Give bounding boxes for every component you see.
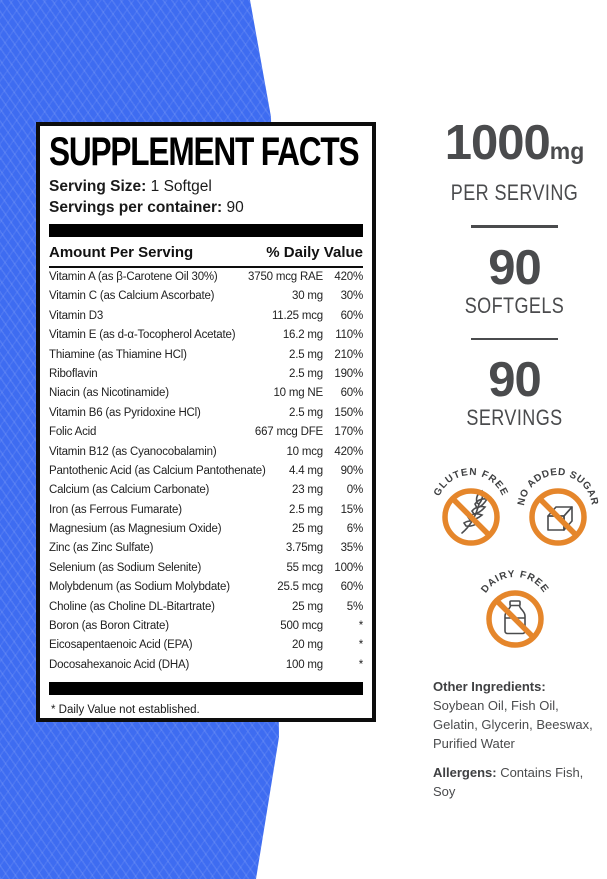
nutrient-amount: 2.5 mg xyxy=(289,406,323,419)
table-row xyxy=(49,523,363,542)
nutrient-daily-value: 110% xyxy=(335,329,363,342)
nutrient-daily-value: 100% xyxy=(334,561,363,574)
nutrient-amount: 2.5 mg xyxy=(289,348,323,361)
nutrient-daily-value: 15% xyxy=(340,503,363,516)
nutrient-daily-value: 150% xyxy=(334,406,363,419)
softgel-count-value: 90 xyxy=(488,240,541,295)
column-header-amount: Amount Per Serving xyxy=(49,244,194,261)
allergens-label: Allergens: xyxy=(433,765,497,780)
nutrient-daily-value: 60% xyxy=(340,387,363,400)
servings-per-container-value: 90 xyxy=(226,199,244,216)
wheat-icon xyxy=(429,457,513,553)
nutrient-name: Niacin (as Nicotinamide) xyxy=(49,387,169,400)
nutrient-name: Folic Acid xyxy=(49,426,97,439)
allergens xyxy=(433,763,596,801)
nutrient-daily-value: 420% xyxy=(334,445,363,458)
divider-bar-bottom xyxy=(49,682,363,695)
nutrient-daily-value: 90% xyxy=(340,464,363,477)
nutrient-daily-value: 60% xyxy=(340,581,363,594)
nutrient-rows xyxy=(49,268,363,678)
other-ingredients-value: Soybean Oil, Fish Oil, Gelatin, Glycerin, Beeswax, Purified Water xyxy=(433,698,593,751)
table-row xyxy=(49,484,363,503)
dietary-badges xyxy=(431,457,600,655)
nutrient-amount: 30 mg xyxy=(292,290,323,303)
daily-value-footnote: * Daily Value not established. xyxy=(51,704,200,717)
nutrient-amount: 11.25 mcg xyxy=(271,309,323,322)
nutrient-amount: 20 mg xyxy=(292,639,323,652)
nutrient-amount: 3750 mcg RAE xyxy=(248,271,323,283)
nutrient-name: Vitamin B12 (as Cyanocobalamin) xyxy=(49,445,217,458)
dairy-free-badge xyxy=(473,559,557,655)
nutrient-name: Calcium (as Calcium Carbonate) xyxy=(49,484,210,497)
table-row xyxy=(49,368,363,387)
table-row xyxy=(49,310,363,329)
nutrient-name: Thiamine (as Thiamine HCl) xyxy=(49,348,187,361)
nutrient-daily-value: * xyxy=(358,658,363,671)
servings-per-container-label: Servings per container: xyxy=(49,199,223,216)
nutrient-name: Choline (as Choline DL-Bitartrate) xyxy=(49,600,215,613)
dose-unit: mg xyxy=(549,138,585,164)
nutrient-name: Iron (as Ferrous Fumarate) xyxy=(49,503,182,516)
nutrient-daily-value: 0% xyxy=(346,484,363,497)
nutrient-daily-value: 190% xyxy=(334,367,363,380)
milk-bottle-icon xyxy=(473,559,557,655)
nutrient-name: Vitamin C (as Calcium Ascorbate) xyxy=(49,290,215,303)
nutrient-name: Selenium (as Sodium Selenite) xyxy=(49,561,202,574)
nutrient-name: Boron (as Boron Citrate) xyxy=(49,620,169,633)
nutrient-amount: 500 mcg xyxy=(280,620,323,633)
svg-text:DAIRY FREE: DAIRY FREE xyxy=(478,568,551,596)
nutrient-amount: 25.5 mcg xyxy=(277,581,323,594)
svg-text:NO ADDED SUGAR: NO ADDED SUGAR xyxy=(516,466,600,507)
nutrient-daily-value: 420% xyxy=(334,271,363,283)
table-row xyxy=(49,542,363,561)
panel-divider-2 xyxy=(471,338,558,341)
servings-count-value: 90 xyxy=(488,353,541,407)
svg-text:GLUTEN FREE: GLUTEN FREE xyxy=(431,466,511,499)
nutrient-amount: 2.5 mg xyxy=(289,367,323,380)
nutrient-amount: 10 mg NE xyxy=(273,387,323,400)
nutrient-amount: 100 mg xyxy=(285,658,323,671)
badge-row xyxy=(431,457,600,553)
nutrient-amount: 55 mcg xyxy=(286,561,323,574)
badge-row-2 xyxy=(433,559,596,655)
table-row xyxy=(49,426,363,445)
allergens-value: Contains Fish, Soy xyxy=(433,765,584,799)
table-row xyxy=(49,271,363,290)
table-row xyxy=(49,639,363,658)
table-row xyxy=(49,601,363,620)
servings-count-label: SERVINGS xyxy=(466,405,563,430)
dose-per-serving xyxy=(433,116,596,178)
nutrient-name: Vitamin A (as β-Carotene Oil 30%) xyxy=(49,271,218,283)
nutrient-daily-value: * xyxy=(358,620,363,633)
servings-per-container-line xyxy=(49,197,363,218)
nutrient-name: Zinc (as Zinc Sulfate) xyxy=(49,542,154,555)
softgel-count-label: SOFTGELS xyxy=(464,292,565,318)
label-title: SUPPLEMENT FACTS xyxy=(49,130,359,174)
serving-size-line xyxy=(49,176,363,197)
nutrient-amount: 16.2 mg xyxy=(282,329,323,342)
table-row xyxy=(49,465,363,484)
dose-value: 1000 xyxy=(444,116,550,170)
table-row xyxy=(49,659,363,678)
nutrient-name: Riboflavin xyxy=(49,367,98,380)
nutrient-daily-value: 210% xyxy=(334,348,363,361)
table-row xyxy=(49,387,363,406)
nutrient-name: Vitamin E (as d-α-Tocopherol Acetate) xyxy=(49,329,236,342)
table-header-row xyxy=(49,242,363,268)
table-row xyxy=(49,329,363,348)
table-row xyxy=(49,407,363,426)
nutrient-amount: 25 mg xyxy=(292,600,323,613)
nutrient-daily-value: 30% xyxy=(340,290,363,303)
nutrient-daily-value: * xyxy=(358,639,363,652)
supplement-facts-label xyxy=(36,122,376,722)
dose-sublabel: PER SERVING xyxy=(450,180,579,205)
serving-size-value: 1 Softgel xyxy=(150,178,212,195)
nutrient-daily-value: 35% xyxy=(340,542,363,555)
table-row xyxy=(49,446,363,465)
nutrient-name: Pantothenic Acid (as Calcium Pantothenate) xyxy=(49,464,266,477)
serving-size-label: Serving Size: xyxy=(49,178,147,195)
column-header-daily-value: % Daily Value xyxy=(266,244,363,261)
nutrient-daily-value: 6% xyxy=(346,523,363,536)
nutrient-amount: 667 mcg DFE xyxy=(254,426,323,439)
nutrient-name: Molybdenum (as Sodium Molybdate) xyxy=(49,581,230,594)
nutrient-daily-value: 170% xyxy=(334,426,363,439)
no-added-sugar-badge xyxy=(516,457,600,553)
table-row xyxy=(49,290,363,309)
nutrient-amount: 23 mg xyxy=(292,484,323,497)
product-info-panel xyxy=(431,116,600,811)
nutrient-amount: 4.4 mg xyxy=(289,464,323,477)
nutrient-name: Vitamin D3 xyxy=(49,309,104,322)
other-ingredients-label: Other Ingredients: xyxy=(433,679,546,694)
table-row xyxy=(49,620,363,639)
nutrient-daily-value: 60% xyxy=(340,309,363,322)
table-row xyxy=(49,504,363,523)
nutrient-name: Magnesium (as Magnesium Oxide) xyxy=(49,523,222,536)
gluten-free-badge xyxy=(429,457,513,553)
nutrient-amount: 3.75mg xyxy=(285,542,323,555)
table-row xyxy=(49,349,363,368)
divider-bar-top xyxy=(49,224,363,237)
nutrient-name: Eicosapentaenoic Acid (EPA) xyxy=(49,639,193,652)
other-ingredients xyxy=(433,677,596,753)
nutrient-name: Docosahexanoic Acid (DHA) xyxy=(49,658,190,671)
table-row xyxy=(49,562,363,581)
nutrient-name: Vitamin B6 (as Pyridoxine HCl) xyxy=(49,406,201,419)
panel-divider-1 xyxy=(471,225,558,228)
table-row xyxy=(49,581,363,600)
nutrient-daily-value: 5% xyxy=(346,600,363,613)
sugar-cube-icon xyxy=(516,457,600,553)
nutrient-amount: 10 mcg xyxy=(286,445,323,458)
nutrient-amount: 25 mg xyxy=(292,523,323,536)
ingredients-block xyxy=(433,677,596,801)
nutrient-amount: 2.5 mg xyxy=(289,503,323,516)
